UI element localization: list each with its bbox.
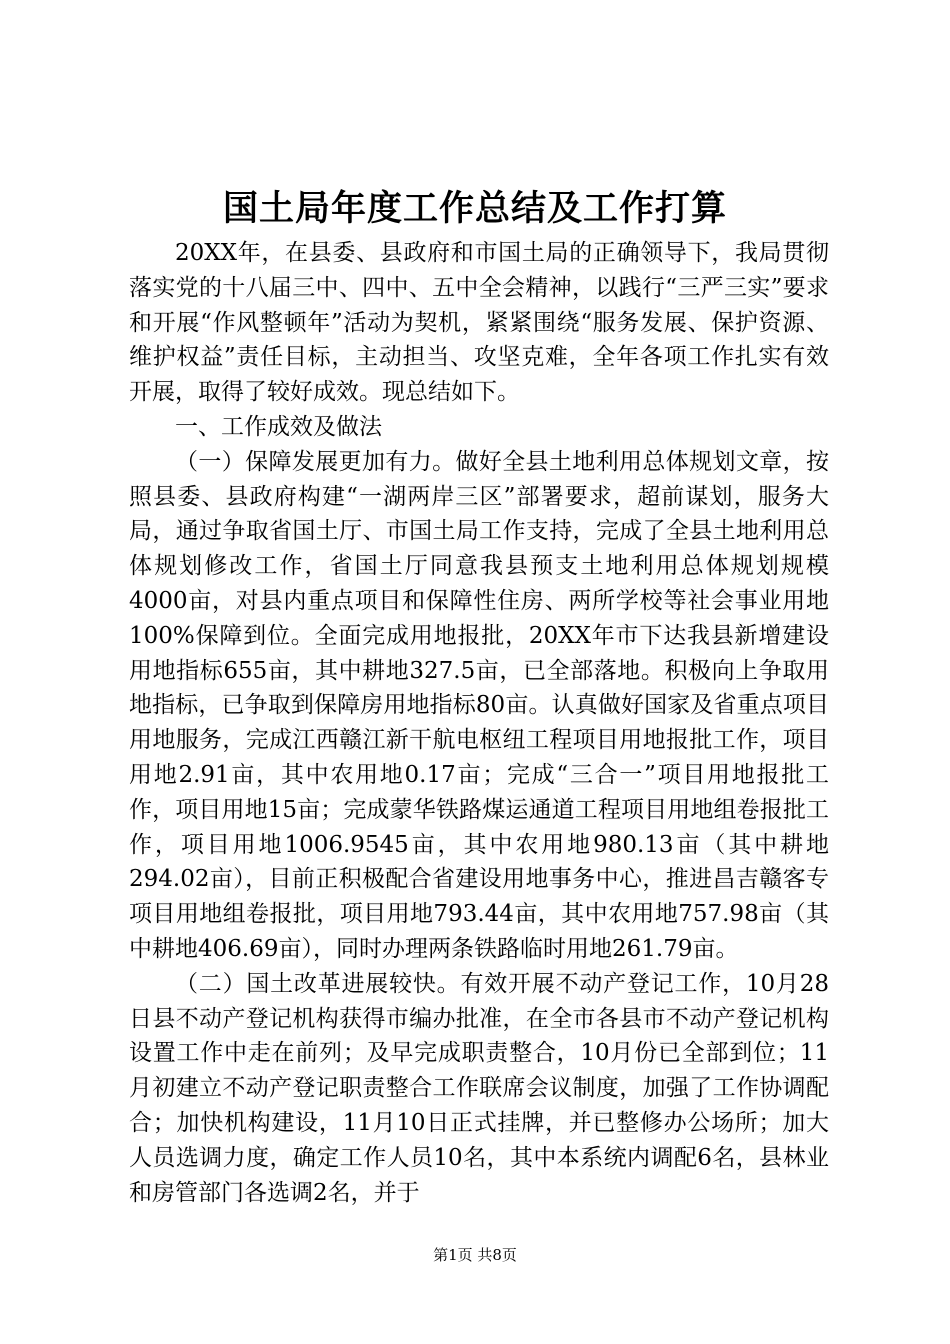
body-paragraph-reform: （二）国土改革进展较快。有效开展不动产登记工作，10月28日县不动产登记机构获得市编办批准，在全市各县市不动产登记机构设置工作中走在前列；及早完成职责整合，10月份已全部到位；11月初建立不动产登记职责整合工作联席会议制度，加强了工作协调配合；加快机构建设，11月10日正式挂牌，并已整修办公场所；加大人员选调力度，确定工作人员10名，其中本系统内调配6名，县林业和房管部门各选调2名，并于 <box>129 970 829 1206</box>
intro-paragraph: 20XX年，在县委、县政府和市国土局的正确领导下，我局贯彻落实党的十八届三中、四中、五中全会精神，以践行“三严三实”要求和开展“作风整顿年”活动为契机，紧紧围绕“服务发展、保护资源、维护权益”责任目标，主动担当、攻坚克难，全年各项工作扎实有效开展，取得了较好成效。现总结如下。 <box>129 240 829 406</box>
document-title: 国土局年度工作总结及工作打算 <box>222 188 727 229</box>
page-number-footer: 第1页 共8页 <box>433 1246 517 1264</box>
body-paragraph-development: （一）保障发展更加有力。做好全县土地利用总体规划文章，按照县委、县政府构建“一湖两岸三区”部署要求，超前谋划，服务大局，通过争取省国土厅、市国土局工作支持，完成了全县土地利用总体规划修改工作，省国土厅同意我县预支土地利用总体规划规模4000亩，对县内重点项目和保障性住房、两所学校等社会事业用地100%保障到位。全面完成用地报批，20XX年市下达我县新增建设用地指标655亩，其中耕地327.5亩，已全部落地。积极向上争取用地指标，已争取到保障房用地指标80亩。认真做好国家及省重点项目用地服务，完成江西赣江新干航电枢纽工程项目用地报批工作，项目用地2.91亩，其中农用地0.17亩；完成“三合一”项目用地报批工作，项目用地15亩；完成蒙华铁路煤运通道工程项目用地组卷报批工作，项目用地1006.9545亩，其中农用地980.13亩（其中耕地294.02亩），目前正积极配合省建设用地事务中心，推进昌吉赣客专项目用地组卷报批，项目用地793.44亩，其中农用地757.98亩（其中耕地406.69亩），同时办理两条铁路临时用地261.79亩。 <box>129 448 829 962</box>
document-body <box>129 236 829 1210</box>
section-heading: 一、工作成效及做法 <box>175 413 382 440</box>
